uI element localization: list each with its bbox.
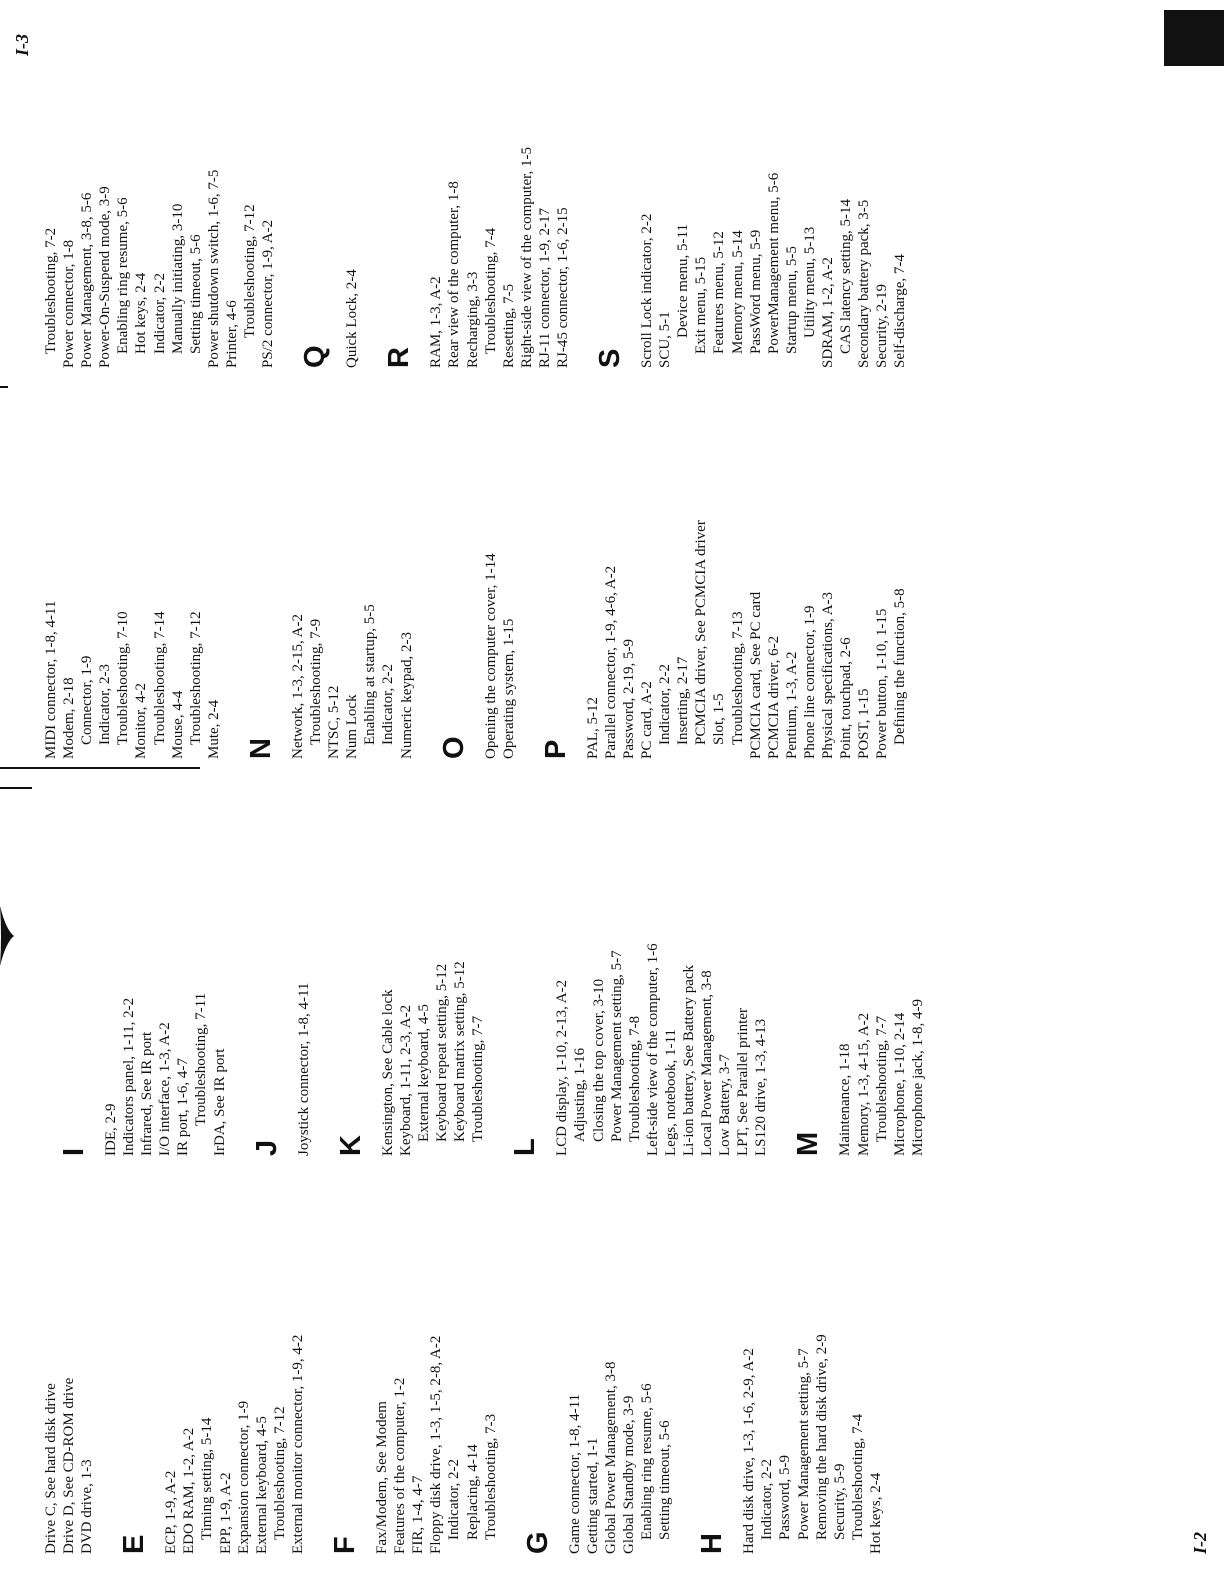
index-entry: Keyboard, 1-11, 2-3, A-2 xyxy=(397,1004,414,1156)
index-entry: Global Standby mode, 3-9 xyxy=(620,1395,637,1554)
index-subentry: Troubleshooting, 7-13 xyxy=(729,611,746,745)
index-entry: Mute, 2-4 xyxy=(205,699,222,759)
index-subentry: PassWord menu, 5-9 xyxy=(747,229,764,354)
index-column-4 xyxy=(36,8,909,368)
index-subentry: Indicator, 2-2 xyxy=(151,272,168,354)
index-entry: ECP, 1-9, A-2 xyxy=(163,1470,180,1554)
section-letter-heading: N xyxy=(244,738,277,759)
index-entry: Power shutdown switch, 1-6, 7-5 xyxy=(205,169,222,368)
index-subentry: CAS latency setting, 5-14 xyxy=(838,199,855,354)
index-subentry: External keyboard, 4-5 xyxy=(415,1004,432,1142)
index-subentry: Keyboard repeat setting, 5-12 xyxy=(434,963,451,1142)
index-subentry: Troubleshooting, 7-7 xyxy=(470,1015,487,1142)
index-subentry: Indicator, 2-3 xyxy=(97,663,114,745)
index-entry: Modem, 2-18 xyxy=(61,677,78,759)
index-entry: Memory, 1-3, 4-15, A-2 xyxy=(855,1012,872,1156)
index-entry: Resetting, 7-5 xyxy=(500,283,517,368)
section-letter-heading: F xyxy=(329,1536,362,1554)
index-section-continued xyxy=(42,1184,96,1554)
index-section-f xyxy=(327,1184,500,1554)
index-entry: Microphone, 1-10, 2-14 xyxy=(891,1012,908,1156)
index-subentry: Slot, 1-5 xyxy=(711,693,728,745)
index-subentry: Defining the function, 5-8 xyxy=(892,588,909,745)
index-subentry: PCMCIA driver, See PCMCIA driver xyxy=(693,520,710,745)
index-entry: Indicators panel, 1-11, 2-2 xyxy=(121,997,138,1156)
section-letter-heading: G xyxy=(521,1531,554,1554)
index-subentry: Troubleshooting, 7-4 xyxy=(849,1413,866,1540)
index-subentry: Keyboard matrix setting, 5-12 xyxy=(452,961,469,1142)
index-entry: Mouse, 4-4 xyxy=(169,690,186,759)
index-entry: Numeric keypad, 2-3 xyxy=(398,631,415,759)
index-entry: Power Management, 3-8, 5-6 xyxy=(79,192,96,368)
index-entry: Password, 2-19, 5-9 xyxy=(620,639,637,759)
index-entry: Parallel connector, 1-9, 4-6, A-2 xyxy=(602,565,619,759)
index-entry: Num Lock xyxy=(344,694,361,759)
index-entry: Infrared, See IR port xyxy=(139,1031,156,1156)
index-subentry: Enabling at startup, 5-5 xyxy=(362,604,379,745)
index-entry: Hard disk drive, 1-3, 1-6, 2-9, A-2 xyxy=(741,1348,758,1554)
index-column-2 xyxy=(36,786,927,1156)
index-entry: Local Power Management, 3-8 xyxy=(699,970,716,1156)
index-subentry: Connector, 1-9 xyxy=(79,655,96,745)
index-entry: IR port, 1-6, 4-7 xyxy=(175,1058,192,1156)
index-section-m xyxy=(790,786,926,1156)
index-entry: FIR, 1-4, 4-7 xyxy=(410,1475,427,1554)
index-entry: Features of the computer, 1-2 xyxy=(392,1377,409,1554)
index-entry: Li-ion battery, See Battery pack xyxy=(680,964,697,1156)
index-subentry: Features menu, 5-12 xyxy=(711,231,728,354)
index-entry: SCU, 5-1 xyxy=(657,311,674,368)
index-subentry: Timing setting, 5-14 xyxy=(199,1417,216,1540)
index-entry: Left-side view of the computer, 1-6 xyxy=(644,943,661,1156)
index-entry: SDRAM, 1-2, A-2 xyxy=(820,257,836,368)
index-entry: Physical specifications, A-3 xyxy=(820,591,836,759)
index-entry: I/O interface, 1-3, A-2 xyxy=(157,1022,174,1156)
index-subentry: Memory menu, 5-14 xyxy=(729,230,746,354)
index-entry: PS/2 connector, 1-9, A-2 xyxy=(260,219,277,368)
index-entry: LS120 drive, 1-3, 4-13 xyxy=(753,1018,770,1156)
index-entry: Network, 1-3, 2-15, A-2 xyxy=(289,614,306,759)
index-entry: RJ-45 connector, 1-6, 2-15 xyxy=(554,207,571,368)
index-entry: Expansion connector, 1-9 xyxy=(235,1400,252,1554)
index-section-continued xyxy=(42,389,223,759)
index-section-i xyxy=(56,786,229,1156)
index-subentry: Password, 5-9 xyxy=(777,1455,794,1540)
index-entry: POST, 1-15 xyxy=(856,688,873,759)
index-subentry: Troubleshooting, 7-7 xyxy=(873,1015,890,1142)
section-letter-heading: M xyxy=(792,1131,825,1156)
index-entry: Microphone jack, 1-8, 4-9 xyxy=(909,998,926,1156)
index-subentry: Troubleshooting, 7-3 xyxy=(482,1413,499,1540)
binding-mark xyxy=(0,906,14,966)
index-subentry: Device menu, 5-11 xyxy=(675,224,692,338)
index-entry: Low Battery, 3-7 xyxy=(717,1054,734,1156)
index-subentry: Troubleshooting, 7-8 xyxy=(626,1015,643,1142)
page-number-right: I-3 xyxy=(12,34,32,56)
index-subentry: Exit menu, 5-15 xyxy=(693,256,710,354)
index-section-k xyxy=(333,786,488,1156)
index-entry: Power connector, 1-8 xyxy=(61,239,78,368)
index-entry: Recharging, 3-3 xyxy=(464,271,481,368)
index-entry: DVD drive, 1-3 xyxy=(79,1459,96,1554)
index-entry: Getting started, 1-1 xyxy=(584,1437,601,1554)
index-subentry: Power Management setting, 5-7 xyxy=(795,1348,812,1540)
section-letter-heading: J xyxy=(250,1139,283,1156)
index-entry: Fax/Modem, See Modem xyxy=(374,1401,391,1554)
index-section-continued xyxy=(42,8,277,368)
index-entry: Joystick connector, 1-8, 4-11 xyxy=(295,982,312,1156)
index-section-q xyxy=(297,8,361,368)
index-subentry: Troubleshooting, 7-14 xyxy=(151,611,168,745)
index-column-1 xyxy=(36,1184,885,1554)
index-entry: PC card, A-2 xyxy=(639,681,656,759)
index-subentry: Adjusting, 1-16 xyxy=(572,1047,589,1142)
index-section-n xyxy=(243,389,416,759)
index-entry: Global Power Management, 3-8 xyxy=(602,1361,619,1554)
index-subentry: Enabling ring resume, 5-6 xyxy=(639,1383,656,1540)
index-entry: Legs, notebook, 1-11 xyxy=(662,1029,679,1156)
index-section-r xyxy=(381,8,572,368)
index-entry: Phone line connector, 1-9 xyxy=(801,605,818,759)
index-entry: Point, touchpad, 2-6 xyxy=(838,637,855,759)
index-subentry: Troubleshooting, 7-11 xyxy=(193,992,210,1126)
index-section-g xyxy=(520,1184,675,1554)
index-entry: Security, 2-19 xyxy=(874,283,891,368)
index-subentry: Utility menu, 5-13 xyxy=(801,226,818,338)
index-subentry: Troubleshooting, 7-12 xyxy=(187,611,204,745)
index-entry: EDO RAM, 1-2, A-2 xyxy=(181,1427,198,1554)
index-subentry: Removing the hard disk drive, 2-9 xyxy=(813,1334,830,1540)
index-entry: EPP, 1-9, A-2 xyxy=(217,1472,234,1554)
index-entry: Operating system, 1-15 xyxy=(500,618,517,759)
gutter-scan-line xyxy=(0,767,200,769)
index-entry: PCMCIA card, See PC card xyxy=(747,591,764,759)
index-entry: LPT, See Parallel printer xyxy=(735,1007,752,1156)
index-subentry: Enabling ring resume, 5-6 xyxy=(115,197,132,354)
index-entry: Printer, 4-6 xyxy=(223,300,240,368)
index-subentry: Startup menu, 5-5 xyxy=(783,246,800,354)
index-entry: Scroll Lock indicator, 2-2 xyxy=(639,213,656,368)
page-number-left: I-2 xyxy=(1190,1532,1210,1554)
index-section-s xyxy=(592,8,909,368)
thumb-tab-mark xyxy=(1164,10,1224,66)
index-subentry: Indicator, 2-2 xyxy=(380,663,397,745)
section-letter-heading: E xyxy=(118,1534,151,1554)
index-entry: Right-side view of the computer, 1-5 xyxy=(518,146,535,368)
index-entry: Game connector, 1-8, 4-11 xyxy=(566,1393,583,1554)
index-entry: External monitor connector, 1-9, 4-2 xyxy=(289,1334,306,1554)
index-subentry: Indicator, 2-2 xyxy=(446,1458,463,1540)
index-entry: Hot keys, 2-4 xyxy=(867,1472,884,1554)
index-subentry: Troubleshooting, 7-2 xyxy=(43,227,59,354)
index-entry: Floppy disk drive, 1-3, 1-5, 2-8, A-2 xyxy=(428,1335,445,1554)
index-section-j xyxy=(249,786,313,1156)
section-letter-heading: O xyxy=(437,736,470,759)
index-entry: RAM, 1-3, A-2 xyxy=(428,276,445,368)
index-subentry: Power Management setting, 5-7 xyxy=(608,950,625,1142)
section-letter-heading: H xyxy=(696,1533,729,1554)
index-section-p xyxy=(538,389,910,759)
gutter-scan-line-short xyxy=(0,787,32,789)
section-letter-heading: K xyxy=(334,1135,367,1156)
index-entry: RJ-11 connector, 1-9, 2-17 xyxy=(536,207,553,368)
index-entry: Rear view of the computer, 1-8 xyxy=(446,181,463,368)
index-subentry: Troubleshooting, 7-10 xyxy=(115,611,132,745)
index-entry: Power-On-Suspend mode, 3-9 xyxy=(97,186,114,368)
index-subentry: Manually initiating, 3-10 xyxy=(169,203,186,354)
edge-scan-mark xyxy=(0,386,8,388)
index-entry: MIDI connector, 1-8, 4-11 xyxy=(43,600,59,759)
section-letter-heading: S xyxy=(594,348,627,368)
index-entry: Pentium, 1-3, A-2 xyxy=(783,651,800,759)
index-subentry: Troubleshooting, 7-9 xyxy=(308,618,325,745)
index-subentry: Hot keys, 2-4 xyxy=(133,272,150,354)
section-letter-heading: Q xyxy=(299,345,332,368)
index-subentry: Indicator, 2-2 xyxy=(759,1458,776,1540)
index-section-h xyxy=(694,1184,885,1554)
index-entry: Self-discharge, 7-4 xyxy=(892,254,909,368)
index-section-l xyxy=(507,786,770,1156)
index-entry: Drive D, See CD-ROM drive xyxy=(61,1377,78,1554)
index-entry: Power button, 1-10, 1-15 xyxy=(874,608,891,759)
index-entry: IDE, 2-9 xyxy=(103,1103,119,1156)
index-subentry: Troubleshooting, 7-12 xyxy=(271,1406,288,1540)
section-letter-heading: P xyxy=(539,739,572,759)
index-entry: Kensington, See Cable lock xyxy=(379,989,396,1156)
index-entry: NTSC, 5-12 xyxy=(326,685,343,759)
index-entry: IrDA, See IR port xyxy=(211,1048,228,1156)
index-entry: PAL, 5-12 xyxy=(584,697,601,759)
index-subentry: Indicator, 2-2 xyxy=(657,663,674,745)
index-subentry: Troubleshooting, 7-12 xyxy=(242,204,259,338)
index-entry: Quick Lock, 2-4 xyxy=(344,269,361,368)
index-entry: LCD display, 1-10, 2-13, A-2 xyxy=(554,979,571,1156)
section-letter-heading: R xyxy=(383,347,416,368)
index-entry: Secondary battery pack, 3-5 xyxy=(856,199,873,368)
index-subentry: PowerManagement menu, 5-6 xyxy=(765,172,782,354)
index-entry: Drive C, See hard disk drive xyxy=(43,1383,59,1554)
section-letter-heading: I xyxy=(58,1147,90,1156)
index-subentry: Setting timeout, 5-6 xyxy=(187,234,204,354)
index-column-3 xyxy=(36,389,909,759)
index-subentry: Troubleshooting, 7-4 xyxy=(482,227,499,354)
index-subentry: Replacing, 4-14 xyxy=(464,1444,481,1540)
index-entry: External keyboard, 4-5 xyxy=(253,1416,270,1554)
index-entry: Maintenance, 1-18 xyxy=(837,1043,854,1156)
index-subentry: Setting timeout, 5-6 xyxy=(657,1420,674,1540)
index-section-o xyxy=(436,389,518,759)
index-subentry: Inserting, 2-17 xyxy=(675,656,692,745)
index-subentry: Security, 5-9 xyxy=(831,1463,848,1540)
index-subentry: Closing the top cover, 3-10 xyxy=(590,978,607,1142)
index-entry: PCMCIA driver, 6-2 xyxy=(765,635,782,759)
section-letter-heading: L xyxy=(509,1138,542,1156)
index-entry: Monitor, 4-2 xyxy=(133,682,150,759)
index-section-e xyxy=(116,1184,307,1554)
index-entry: Opening the computer cover, 1-14 xyxy=(482,553,499,759)
